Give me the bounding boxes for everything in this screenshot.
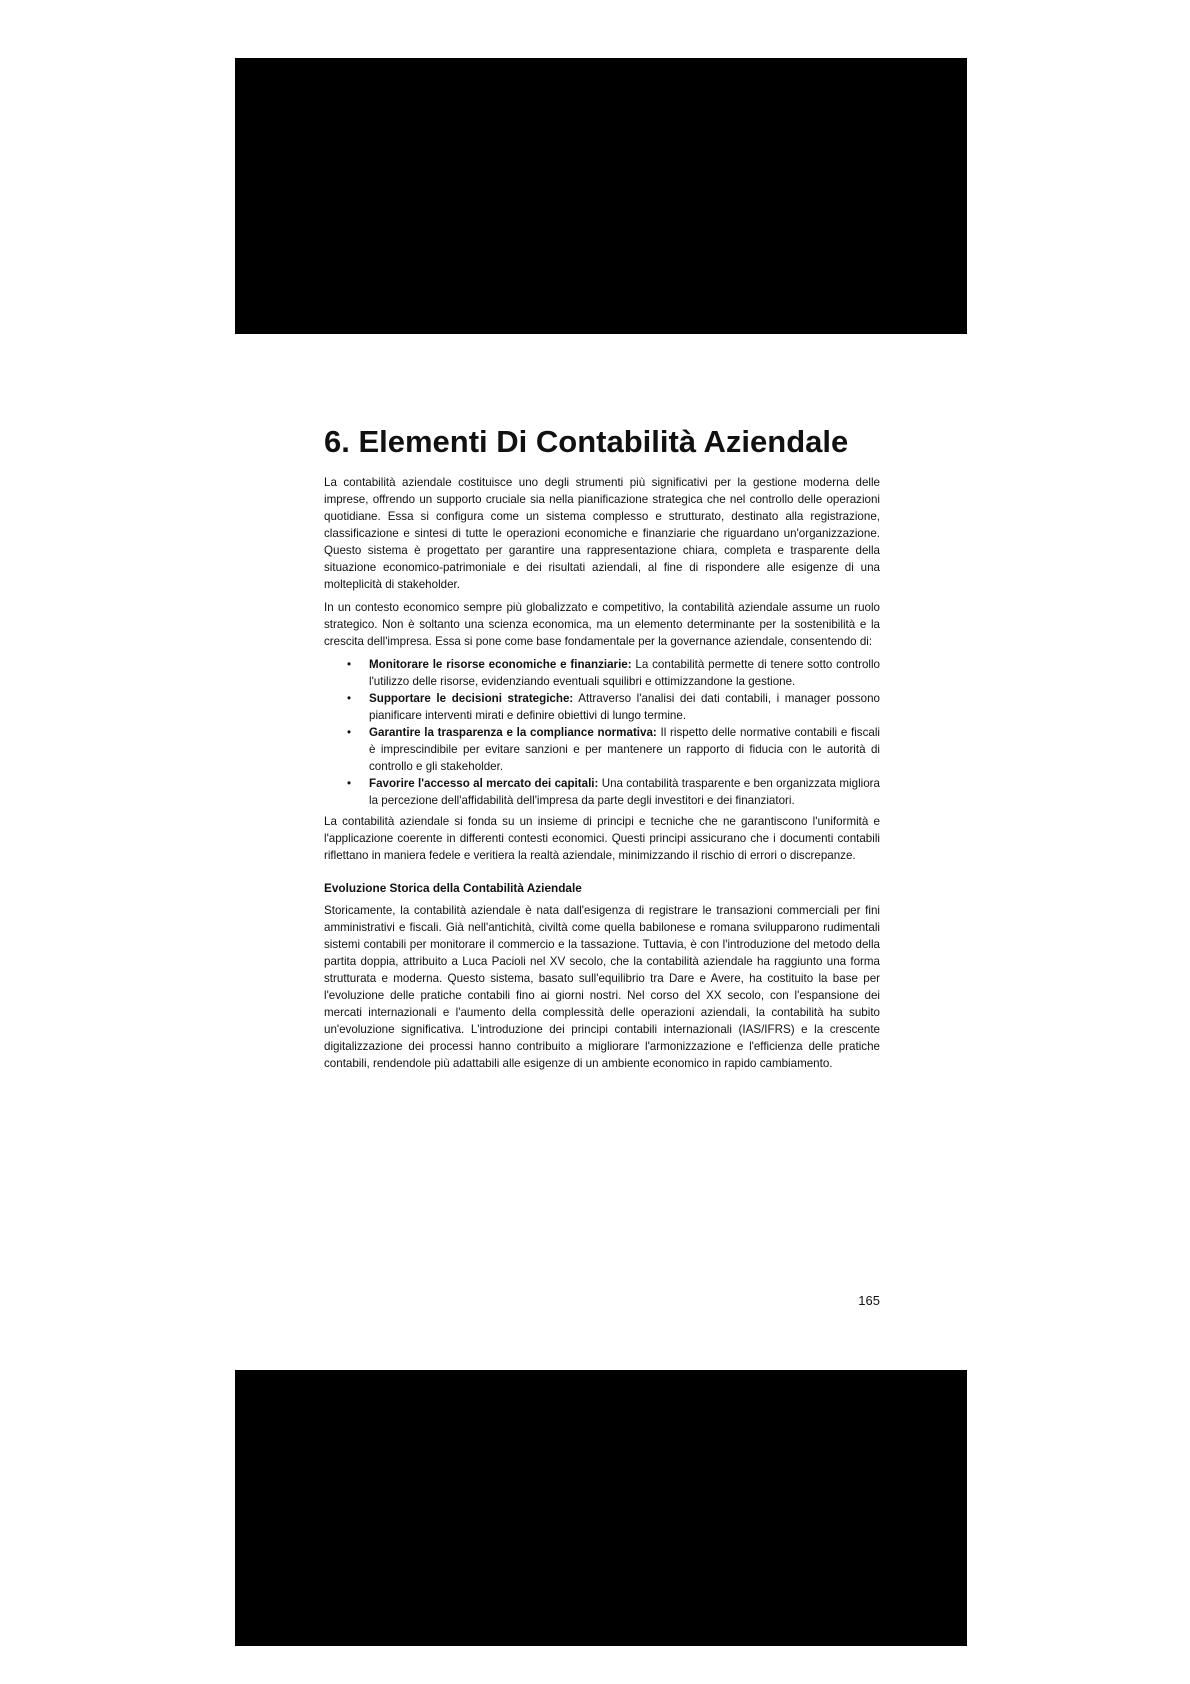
section-heading: Evoluzione Storica della Contabilità Aziendale [324,881,582,895]
closing-paragraph: La contabilità aziendale si fonda su un insieme di principi e tecniche che ne garantiscono l'uniformità e l'applicazione coerente in differenti contesti economici. Questi principi assicurano che i documenti contabili riflettano in maniera fedele e veritiera la realtà aziendale, minimizzando il rischio di errori o discrepanze. [324,815,880,862]
bullet-list [324,656,880,809]
intro-paragraph-2: In un contesto economico sempre più globalizzato e competitivo, la contabilità aziendale assume un ruolo strategico. Non è soltanto una scienza economica, ma un elemento determinante per la sostenibilità e la crescita dell'impresa. Essa si pone come base fondamentale per la governance aziendale, consentendo di: [324,601,880,648]
bullet-item [347,724,880,775]
bullet-text: Una contabilità trasparente e ben organizzata migliora la percezione dell'affidabilità dell'impresa da parte degli investitori e dei finanziatori. [369,777,880,807]
page-number: 165 [858,1293,880,1308]
bullet-text: Attraverso l'analisi dei dati contabili, i manager possono pianificare interventi mirati e definire obiettivi di lungo termine. [369,692,880,722]
document-page [324,420,880,1078]
bullet-icon: • [347,692,352,705]
section-paragraph: Storicamente, la contabilità aziendale è nata dall'esigenza di registrare le transazioni commerciali per fini amministrativi e fiscali. Già nell'antichità, civiltà come quella babilonese e romana svilupparono rudimentali sistemi contabili per monitorare il commercio e la tassazione. Tuttavia, è con l'introduzione del metodo della partita doppia, attribuito a Luca Pacioli nel XV secolo, che la contabilità aziendale ha raggiunto una forma strutturata e moderna. Questo sistema, basato sull'equilibrio tra Dare e Avere, ha costituito la base per l'evoluzione delle pratiche contabili fino ai giorni nostri. Nel corso del XX secolo, con l'espansione dei mercati internazionali e l'aumento della complessità delle operazioni aziendali, la contabilità ha subito un'evoluzione significativa. L'introduzione dei principi contabili internazionali (IAS/IFRS) e la crescente digitalizzazione dei processi hanno contribuito a migliorare l'armonizzazione e l'efficienza delle pratiche contabili, rendendole più adattabili alle esigenze di un ambiente economico in rapido cambiamento. [324,904,880,1070]
bullet-text: La contabilità permette di tenere sotto controllo l'utilizzo delle risorse, evidenziando eventuali squilibri e ottimizzandone la gestione. [369,658,880,688]
intro-paragraph-1: La contabilità aziendale costituisce uno degli strumenti più significativi per la gestione moderna delle imprese, offrendo un supporto cruciale sia nella pianificazione strategica che nel controllo delle operazioni quotidiane. Essa si configura come un sistema complesso e strutturato, destinato alla registrazione, classificazione e sintesi di tutte le operazioni economiche e finanziarie che riguardano un'organizzazione. Questo sistema è progettato per garantire una rappresentazione chiara, completa e trasparente della situazione economico-patrimoniale e dei risultati aziendali, al fine di rispondere alle esigenze di una molteplicità di stakeholder. [324,476,880,591]
bullet-item [347,775,880,809]
bullet-term: Supportare le decisioni strategiche: [369,692,574,705]
bottom-black-band [235,1370,967,1646]
bullet-icon: • [347,777,352,790]
top-black-band [235,58,967,334]
bullet-icon: • [347,658,352,671]
bullet-item [347,690,880,724]
bullet-item [347,656,880,690]
chapter-title: 6. Elementi Di Contabilità Aziendale [324,424,849,459]
bullet-text: Il rispetto delle normative contabili e fiscali è imprescindibile per evitare sanzioni e per mantenere un rapporto di fiducia con le autorità di controllo e gli stakeholder. [369,726,880,773]
bullet-term: Monitorare le risorse economiche e finanziarie: [369,658,632,671]
bullet-term: Garantire la trasparenza e la compliance normativa: [369,726,657,739]
bullet-icon: • [347,726,352,739]
bullet-term: Favorire l'accesso al mercato dei capitali: [369,777,599,790]
